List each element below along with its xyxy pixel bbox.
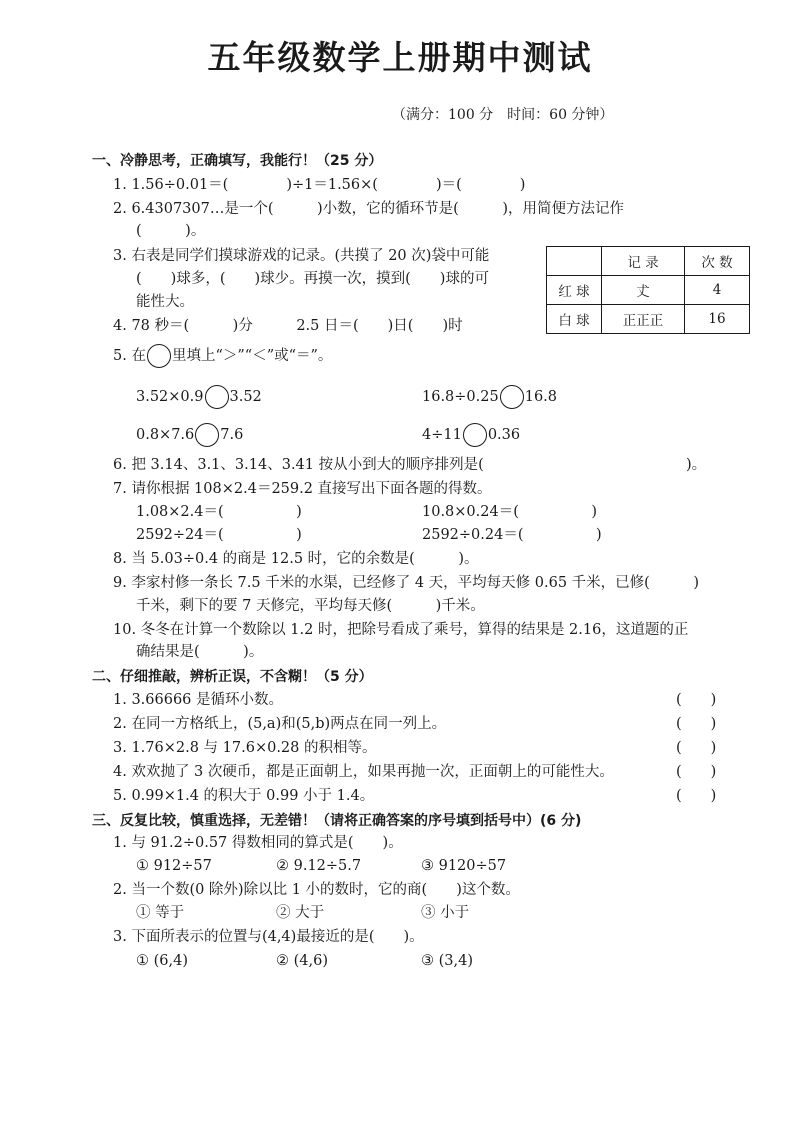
question-1-9-line2: 千米，剩下的要 7 天修完，平均每天修( )千米。: [136, 598, 485, 614]
question-1-2-line2: ( )。: [136, 223, 206, 239]
question-1-10-line2: 确结果是( )。: [136, 644, 264, 660]
table-cell: 红 球: [547, 276, 602, 305]
choice-option[interactable]: ③ 9120÷57: [421, 858, 507, 874]
judge-item: 3. 1.76×2.8 与 17.6×0.28 的积相等。: [113, 740, 377, 756]
judge-item: 5. 0.99×1.4 的积大于 0.99 小于 1.4。: [113, 788, 375, 804]
table-cell: 次 数: [685, 247, 750, 276]
compare-item: 0.8×7.6 7.6: [136, 423, 243, 447]
answer-paren[interactable]: ( ): [676, 764, 717, 780]
question-1-8: 8. 当 5.03÷0.4 的商是 12.5 时，它的余数是( )。: [113, 551, 479, 567]
question-1-10-line1: 10. 冬冬在计算一个数除以 1.2 时，把除号看成了乘号，算得的结果是 2.16，这道题的正: [113, 622, 689, 638]
question-1-4: 4. 78 秒＝( )分 2.5 日＝( )日( )时: [113, 318, 463, 334]
table-row: [547, 276, 750, 305]
table-cell: 4: [685, 276, 750, 305]
judge-item: 4. 欢欢抛了 3 次硬币，都是正面朝上，如果再抛一次，正面朝上的可能性大。: [113, 764, 614, 780]
compare-circle[interactable]: [195, 423, 219, 447]
ball-record-table: [546, 246, 750, 334]
question-1-3-line3: 能性大。: [136, 294, 194, 310]
question-1-2-line1: 2. 6.4307307…是一个( )小数，它的循环节是( )，用简便方法记作: [113, 201, 624, 217]
choice-option[interactable]: ① 等于: [136, 905, 185, 921]
q7-item: 10.8×0.24＝( ): [422, 504, 598, 520]
compare-circle[interactable]: [205, 385, 229, 409]
table-cell: 𠀋: [602, 276, 685, 305]
question-1-6: 6. 把 3.14、3.1、3.14、3.41 按从小到大的顺序排列是(: [113, 457, 484, 473]
q7-item: 2592÷24＝( ): [136, 527, 302, 543]
choice-question-2: 2. 当一个数(0 除外)除以比 1 小的数时，它的商( )这个数。: [113, 882, 520, 898]
answer-paren[interactable]: ( ): [676, 716, 717, 732]
compare-circle[interactable]: [500, 385, 524, 409]
choice-option[interactable]: ② (4,6): [276, 953, 328, 969]
score-time-info: （满分：100 分 时间：60 分钟）: [392, 107, 614, 123]
question-1-6-end: )。: [686, 457, 707, 473]
compare-circle[interactable]: [463, 423, 487, 447]
table-cell: 16: [685, 305, 750, 334]
table-header-row: [547, 247, 750, 276]
choice-option[interactable]: ② 9.12÷5.7: [276, 858, 362, 874]
choice-option[interactable]: ① (6,4): [136, 953, 188, 969]
page-title: 五年级数学上册期中测试: [207, 38, 593, 77]
judge-item: 2. 在同一方格纸上，(5,a)和(5,b)两点在同一列上。: [113, 716, 447, 732]
choice-option[interactable]: ② 大于: [276, 905, 325, 921]
table-cell: 白 球: [547, 305, 602, 334]
section-3-heading: 三、反复比较，慎重选择，无差错！（请将正确答案的序号填到括号中）(6 分): [92, 813, 582, 829]
question-1-5: 5. 在 里填上“＞”“＜”或“＝”。: [113, 344, 332, 368]
judge-item: 1. 3.66666 是循环小数。: [113, 692, 284, 708]
table-cell: 记 录: [602, 247, 685, 276]
q7-item: 1.08×2.4＝( ): [136, 504, 302, 520]
compare-item: 3.52×0.9 3.52: [136, 385, 262, 409]
choice-option[interactable]: ① 912÷57: [136, 858, 212, 874]
choice-option[interactable]: ③ 小于: [421, 905, 470, 921]
answer-paren[interactable]: ( ): [676, 692, 717, 708]
answer-paren[interactable]: ( ): [676, 788, 717, 804]
choice-option[interactable]: ③ (3,4): [421, 953, 473, 969]
answer-paren[interactable]: ( ): [676, 740, 717, 756]
section-2-heading: 二、仔细推敲，辨析正误，不含糊！（5 分）: [92, 669, 373, 685]
compare-item: 16.8÷0.25 16.8: [422, 385, 557, 409]
question-1-3-line2: ( )球多，( )球少。再摸一次，摸到( )球的可: [136, 271, 489, 287]
circle-blank: [147, 344, 171, 368]
question-1-1: 1. 1.56÷0.01＝( )÷1＝1.56×( )＝( ): [113, 177, 526, 193]
question-1-9-line1: 9. 李家村修一条长 7.5 千米的水渠，已经修了 4 天，平均每天修 0.65 千米，已修( ): [113, 575, 699, 591]
table-cell: 正正正: [602, 305, 685, 334]
question-1-7: 7. 请你根据 108×2.4＝259.2 直接写出下面各题的得数。: [113, 481, 492, 497]
choice-question-3: 3. 下面所表示的位置与(4,4)最接近的是( )。: [113, 929, 424, 945]
compare-item: 4÷11 0.36: [422, 423, 520, 447]
choice-question-1: 1. 与 91.2÷0.57 得数相同的算式是( )。: [113, 835, 403, 851]
section-1-heading: 一、冷静思考，正确填写，我能行！（25 分）: [92, 153, 383, 169]
question-1-3-line1: 3. 右表是同学们摸球游戏的记录。(共摸了 20 次)袋中可能: [113, 248, 490, 264]
table-row: [547, 305, 750, 334]
table-cell: [547, 247, 602, 276]
q7-item: 2592÷0.24＝( ): [422, 527, 602, 543]
